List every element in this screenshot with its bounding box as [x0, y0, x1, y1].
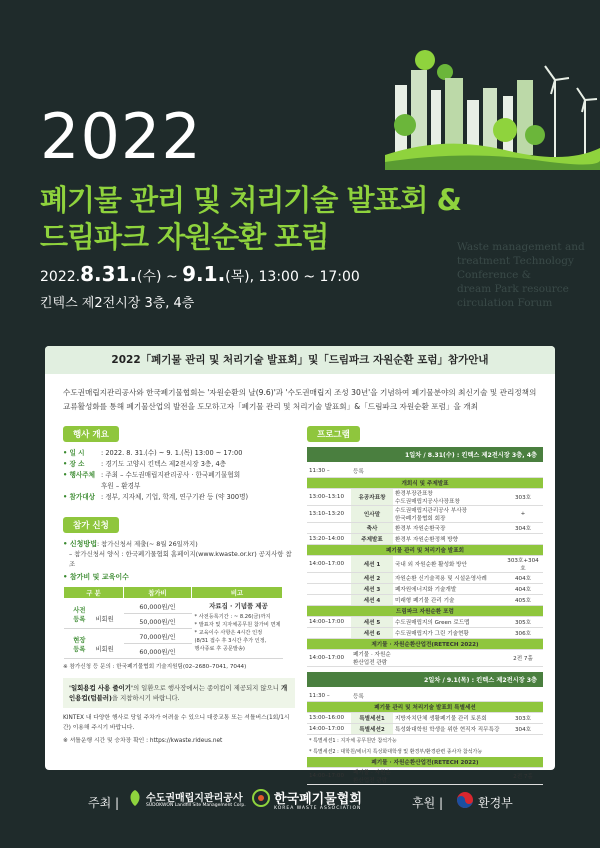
- program-row: [307, 533, 543, 544]
- day1-program-table: [307, 466, 543, 667]
- org1-en: SUDOKWON Landfill Site Management Corp.: [146, 803, 246, 808]
- moe-logo: [456, 791, 474, 812]
- program-row: [307, 746, 543, 757]
- program-detail: [393, 768, 503, 785]
- fee-group-name: 현장 등록: [73, 636, 86, 653]
- program-row: [307, 583, 543, 594]
- card-header: 2022「폐기물 관리 및 처리기술 발표회」및「드림파크 자원순환 포럼」참가안내: [45, 346, 555, 374]
- eco-city-illustration: [385, 30, 600, 170]
- program-row: [307, 616, 543, 627]
- program-title: 프로그램: [307, 426, 360, 442]
- org2-en: KOREA WASTE ASSOCIATION: [274, 806, 362, 811]
- overview-row: [63, 459, 295, 470]
- english-title: [457, 240, 597, 310]
- program-row: [307, 594, 543, 605]
- program-row: [307, 735, 543, 746]
- host-label: 주최 |: [88, 796, 120, 810]
- overview-row: [63, 470, 295, 481]
- program-section-bar: 폐기물 · 자원순환산업전(RETECH 2022): [307, 757, 543, 768]
- hero-banner: [0, 0, 600, 345]
- program-row: [307, 702, 543, 713]
- overview-label: • 행사주체: [63, 471, 95, 479]
- program-room: 303호: [503, 713, 543, 724]
- program-row: [307, 488, 543, 505]
- note-line: * 사전등록기간 : ~ 8.26(금)까지: [194, 614, 271, 620]
- program-row: [307, 627, 543, 638]
- program-item: 세션 2: [351, 572, 393, 583]
- program-room: 303호+304호: [503, 555, 543, 572]
- program-detail: 수도권매립지의 Green 로드맵: [393, 616, 503, 627]
- overview-list: [63, 448, 295, 503]
- program-detail: 미래형 폐기물 관리 기술: [393, 594, 503, 605]
- english-line: treatment Technology: [457, 255, 574, 267]
- fee-amount: 60,000원/인: [124, 644, 192, 659]
- day1-header: 1일차 / 8.31(수) : 킨텍스 제2전시장 3층, 4층: [307, 447, 543, 462]
- overview-value: : 주최 – 수도권매립지관리공사 · 한국폐기물협회: [101, 471, 241, 479]
- method-label: • 신청방법: [63, 540, 97, 548]
- org2-name: 한국폐기물협회: [274, 792, 362, 807]
- overview-label: • 장 소: [63, 460, 85, 468]
- program-room: 303호: [503, 488, 543, 505]
- overview-value: 후원 – 환경부: [101, 482, 141, 490]
- program-detail: [393, 466, 503, 477]
- program-time: [307, 627, 351, 638]
- program-row: [307, 757, 543, 768]
- fee-header-row: [64, 587, 283, 599]
- date-weekday1: (수) ~: [137, 269, 183, 285]
- program-time: 14:00–17:00: [307, 724, 351, 735]
- program-detail: [393, 691, 503, 702]
- program-note: * 특별세션2 : 대학원/에너지 특성화대학생 및 환경부/환경관련 종사자 참석가능: [309, 748, 483, 755]
- fee-amount: 50,000원/인: [124, 614, 192, 629]
- fee-header: 구 분: [64, 587, 124, 599]
- registration-method: [63, 539, 295, 549]
- program-time: [307, 522, 351, 533]
- registration-title: 참가 신청: [63, 517, 119, 533]
- program-time: 14:00–17:00: [307, 555, 351, 572]
- overview-value: : 2022. 8. 31.(수) ~ 9. 1.(목) 13:00 ~ 17:00: [101, 449, 243, 457]
- notice-bold: '일회용컵 사용 줄이기': [69, 684, 133, 692]
- program-time: 14:00–17:00: [307, 768, 351, 785]
- program-row: [307, 649, 543, 666]
- program-row: [307, 605, 543, 616]
- program-room: 405호: [503, 594, 543, 605]
- method-value: : 참가신청서 제출(~ 8월 26일까지): [96, 540, 198, 548]
- shuttle-link[interactable]: ※ 셔틀운행 시간 및 승차장 확인 : https://kwaste.rideus.net: [63, 738, 223, 744]
- program-row: [307, 572, 543, 583]
- form-line: – 참가신청서 양식 : 한국폐기물협회 홈페이지(www.kwaste.or.kr) 공지사항 참조: [69, 550, 292, 568]
- program-room: 305호: [503, 616, 543, 627]
- program-row: [307, 555, 543, 572]
- sponsor-name: 환경부: [478, 796, 513, 810]
- registration-section: [63, 513, 295, 746]
- program-room: +: [503, 505, 543, 522]
- program-time: [307, 583, 351, 594]
- overview-label: • 일 시: [63, 449, 85, 457]
- fee-type: 비회원: [95, 645, 114, 653]
- program-item: 폐기물 · 자원순환산업전 관람: [351, 649, 393, 666]
- program-room: 2전 7홀: [503, 768, 543, 785]
- left-column: [63, 422, 295, 746]
- program-time: 13:00–16:00: [307, 713, 351, 724]
- fee-note: [192, 599, 283, 659]
- program-row: [307, 466, 543, 477]
- footer: [0, 784, 600, 824]
- notice-bold: 개인용컵(텀블러): [69, 684, 288, 702]
- fee-table: [63, 586, 283, 659]
- program-detail: 수도권매립지관리공사 부사장 한국폐기물협회 회장: [393, 505, 503, 522]
- program-time: 13:10–13:20: [307, 505, 351, 522]
- taegeuk-icon: [456, 791, 474, 809]
- date-weekday2-time: (목), 13:00 ~ 17:00: [225, 269, 360, 285]
- program-time: 13:20–14:00: [307, 533, 351, 544]
- program-item: 특별세션2: [351, 724, 393, 735]
- program-note: * 특별세션1 : 지자체 공무원만 참석가능: [309, 737, 397, 744]
- program-detail: 수도권매립지가 그린 기술현황: [393, 627, 503, 638]
- sudokwon-logo: [128, 790, 142, 809]
- overview-row: [63, 481, 295, 492]
- english-line: circulation Forum: [457, 297, 553, 309]
- event-venue: 킨텍스 제2전시장 3층, 4층: [40, 296, 195, 311]
- program-room: [503, 466, 543, 477]
- program-room: 304호: [503, 724, 543, 735]
- program-item: 세션 3: [351, 583, 393, 594]
- note-line: 행사종료 후 공문발송): [194, 646, 245, 652]
- program-section-bar: 폐기물 관리 및 처리기술 발표회 특별세션: [307, 702, 543, 713]
- program-detail: [393, 649, 503, 666]
- program-detail: 지방자치단체 생활폐기물 관리 토론회: [393, 713, 503, 724]
- event-year: 2022: [40, 100, 202, 173]
- program-detail: 폐자원에너지화 기술개발: [393, 583, 503, 594]
- date-prefix: 2022.: [40, 269, 81, 285]
- program-item: 등록: [351, 466, 393, 477]
- program-item: 세션 6: [351, 627, 393, 638]
- program-detail: 환경부 자원순환정책 방향: [393, 533, 503, 544]
- overview-title: 행사 개요: [63, 426, 119, 442]
- leaf-logo-icon: [128, 790, 142, 806]
- program-row: [307, 544, 543, 555]
- fee-group: [64, 599, 124, 629]
- overview-row: [63, 448, 295, 459]
- program-item: 유공자표창: [351, 488, 393, 505]
- event-title-line1: 폐기물 관리 및 처리기술 발표회 &: [40, 183, 461, 217]
- english-line: Waste management and: [457, 241, 585, 253]
- info-card: [45, 346, 555, 784]
- english-line: Conference &: [457, 269, 531, 281]
- program-time: 11:30 –: [307, 691, 351, 702]
- program-item: 인사말: [351, 505, 393, 522]
- overview-value: : 경기도 고양시 킨텍스 제2전시장 3층, 4층: [101, 460, 227, 468]
- program-item: 축사: [351, 522, 393, 533]
- note-line: * 발표자 및 지자체공무원 참가비 면제: [194, 622, 281, 628]
- date-day1: 8.31.: [80, 262, 138, 286]
- overview-row: [63, 492, 295, 503]
- program-time: [307, 594, 351, 605]
- program-room: 306호: [503, 627, 543, 638]
- program-row: [307, 713, 543, 724]
- kwa-logo-icon: [252, 789, 270, 807]
- program-section-bar: 폐기물 관리 및 처리기술 발표회: [307, 544, 543, 555]
- program-row: [307, 724, 543, 735]
- note-title: 자료집 · 기념품 제공: [209, 602, 268, 610]
- org1-name: 수도권매립지관리공사: [146, 793, 243, 804]
- fee-amount: 70,000원/인: [124, 629, 192, 644]
- fee-label: • 참가비 및 교육이수: [63, 573, 129, 581]
- program-detail: 특성화대학원 학생을 위한 현직자 직무특강: [393, 724, 503, 735]
- right-column: [307, 422, 543, 785]
- notice-text: 을 지참하시기 바랍니다.: [111, 694, 180, 702]
- program-item: 세션 1: [351, 555, 393, 572]
- inquiry-line: ※ 참가신청 등 문의 : 한국폐기물협회 기술지원팀(02–2680–7041, 7044): [63, 664, 247, 670]
- program-section-bar: 드림파크 자원순환 포럼: [307, 605, 543, 616]
- intro-text: 수도권매립지관리공사와 한국폐기물협회는 '자원순환의 날(9.6)'과 '수도권매립지 조성 30년'을 기념하여 폐기물분야의 최신기술 및 관리정책의 교류활성화를 통해 폐기물산업의 발전을 도모하고자「폐기물 관리 및 처리기술 발표회」&「드림파크 자원순환 포럼」을 개최: [63, 388, 537, 411]
- fee-amount: 60,000원/인: [124, 599, 192, 614]
- program-time: 11:30 –: [307, 466, 351, 477]
- sponsor-label: 후원 |: [412, 796, 444, 810]
- fee-row: [64, 599, 283, 614]
- program-detail: 환경부 자원순환국장: [393, 522, 503, 533]
- note-line: (8/31 접수 후 3시간 추가 인정,: [194, 638, 267, 644]
- program-room: 304호: [503, 522, 543, 533]
- program-item: 주제발표: [351, 533, 393, 544]
- kwa-logo: [252, 789, 270, 810]
- fee-group: [64, 629, 124, 659]
- program-row: [307, 505, 543, 522]
- tumbler-notice: [63, 678, 295, 708]
- fee-header: 비고: [192, 587, 283, 599]
- fee-type: 비회원: [95, 615, 114, 623]
- program-detail: 환경부장관표창 수도권매립지공사사장표창: [393, 488, 503, 505]
- program-item: 특별세션1: [351, 713, 393, 724]
- overview-value: : 정부, 지자체, 기업, 학계, 연구기관 등 (약 300명): [101, 493, 249, 501]
- fee-header: 참가비: [124, 587, 192, 599]
- program-time: [307, 572, 351, 583]
- program-row: [307, 522, 543, 533]
- overview-label: • 참가대상: [63, 493, 95, 501]
- program-section-bar: 개회식 및 주제발표: [307, 477, 543, 488]
- program-detail: 자원순환 신기술적용 및 시설운영사례: [393, 572, 503, 583]
- event-title-line2: 드림파크 자원순환 포럼: [40, 220, 329, 254]
- overview-label: [63, 481, 101, 492]
- event-date: [40, 262, 360, 286]
- english-line: dream Park resource: [457, 283, 569, 295]
- program-row: [307, 477, 543, 488]
- program-room: 2전 7홀: [503, 649, 543, 666]
- date-day2: 9.1.: [182, 262, 226, 286]
- program-section-bar: 제기물 · 자원순환산업전(RETECH 2022): [307, 638, 543, 649]
- kintex-notice: KINTEX 내 다양한 행사로 당일 주차가 어려울 수 있으니 대중교통 또는 셔틀버스(1회/1시간) 이용해 주시기 바랍니다.: [63, 715, 290, 731]
- program-detail: 국내 외 자원순환 활성화 방안: [393, 555, 503, 572]
- program-row: [307, 691, 543, 702]
- program-room: [503, 691, 543, 702]
- note-line: * 교육이수 사항은 4시간 인정: [194, 630, 263, 636]
- program-time: 13:00–13:10: [307, 488, 351, 505]
- program-item: 등록: [351, 691, 393, 702]
- day2-program-table: [307, 691, 543, 786]
- program-time: 14:00–17:00: [307, 616, 351, 627]
- day2-header: 2일차 / 9.1(목) : 킨텍스 제2전시장 3층: [307, 672, 543, 687]
- program-item: 폐기물 · 자원순환산업전 관람: [351, 768, 393, 785]
- program-room: 404호: [503, 572, 543, 583]
- fee-group-name: 사전 등록: [73, 606, 86, 623]
- program-room: [503, 533, 543, 544]
- program-row: [307, 768, 543, 785]
- notice-text: 의 일환으로 행사장에서는 종이컵이 제공되지 않으니: [132, 684, 281, 692]
- program-time: 14:00–17:00: [307, 649, 351, 666]
- program-room: 404호: [503, 583, 543, 594]
- program-row: [307, 638, 543, 649]
- program-item: 세션 4: [351, 594, 393, 605]
- program-item: 세션 5: [351, 616, 393, 627]
